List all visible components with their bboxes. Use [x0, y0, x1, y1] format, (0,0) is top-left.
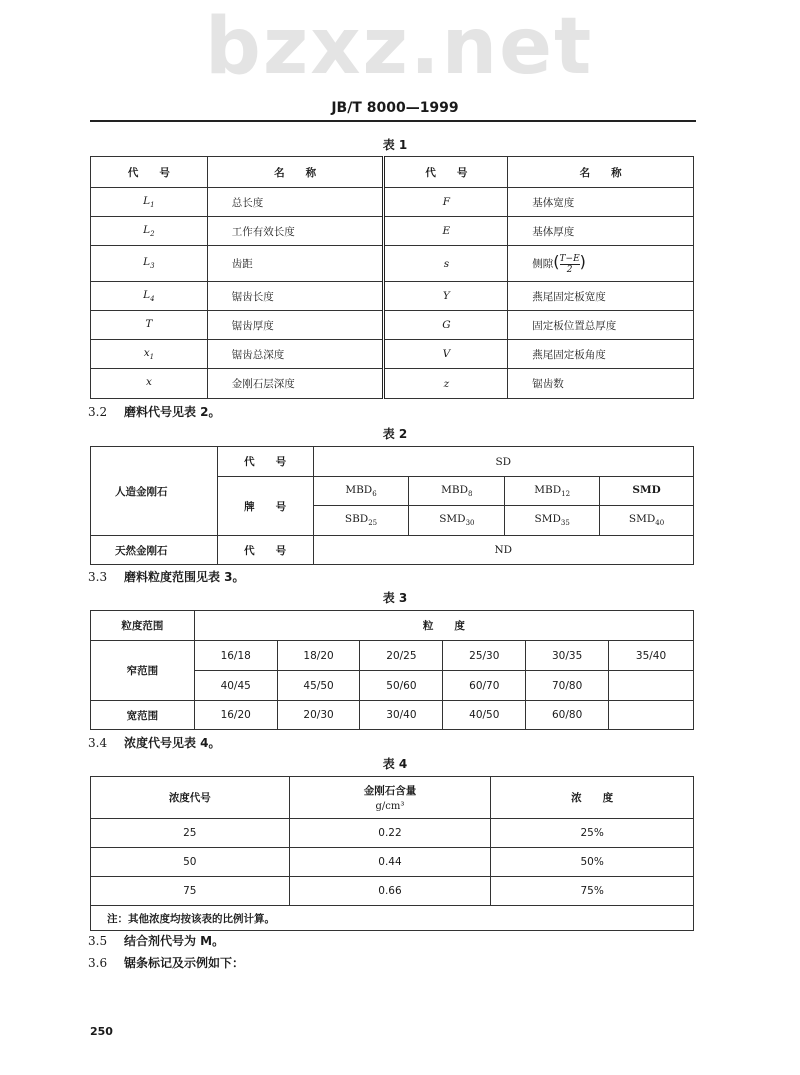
table-header-row — [91, 157, 694, 188]
code-cell: 25 — [91, 819, 290, 848]
page-number: 250 — [90, 1025, 113, 1038]
symbol-cell: z — [384, 369, 508, 399]
header-cell: 代 号 — [91, 157, 208, 188]
name-cell: 固定板位置总厚度 — [508, 311, 694, 340]
name-cell: 金刚石层深度 — [207, 369, 384, 399]
grit-cell: 70/80 — [526, 671, 609, 701]
grade-cell: $MBD_{12}$ — [505, 477, 600, 506]
table-row — [91, 369, 694, 399]
table-header-row — [91, 777, 694, 819]
name-cell: 总长度 — [207, 188, 384, 217]
table2-caption: 表 2 — [382, 427, 408, 441]
name-cell: 锯齿数 — [508, 369, 694, 399]
symbol-cell: $x_1$ — [91, 340, 208, 369]
grit-cell: 30/35 — [526, 641, 609, 671]
grit-cell: 18/20 — [277, 641, 360, 671]
code-cell: 75 — [91, 877, 290, 906]
concentration-cell: 75% — [491, 877, 694, 906]
table-row — [91, 246, 694, 282]
table-row — [91, 848, 694, 877]
header-cell: 浓度代号 — [91, 777, 290, 819]
narrow-label: 窄范围 — [91, 641, 195, 701]
symbol-cell: s — [384, 246, 508, 282]
table4 — [90, 776, 694, 931]
grit-cell: 25/30 — [443, 641, 526, 671]
synthetic-label: 人造金刚石 — [91, 447, 218, 536]
content-cell: 0.44 — [289, 848, 491, 877]
name-cell: 锯齿厚度 — [207, 311, 384, 340]
grit-cell: 60/80 — [526, 701, 609, 730]
table-row — [91, 311, 694, 340]
grit-cell: 40/45 — [194, 671, 277, 701]
table-row — [91, 536, 694, 565]
paragraph-3-5: 3.5 结合剂代号为 M。 — [88, 934, 225, 948]
grit-cell: 16/18 — [194, 641, 277, 671]
name-cell: 齿距 — [207, 246, 384, 282]
symbol-cell: $L_4$ — [91, 282, 208, 311]
grit-cell: 50/60 — [360, 671, 443, 701]
grit-cell: 30/40 — [360, 701, 443, 730]
wide-label: 宽范围 — [91, 701, 195, 730]
symbol-cell: Y — [384, 282, 508, 311]
grade-cell: $MBD_6$ — [313, 477, 409, 506]
paragraph-3-2: 3.2 磨料代号见表 2。 — [88, 405, 221, 419]
grade-cell: $SMD_{35}$ — [505, 506, 600, 536]
grade-cell: $SMD_{40}$ — [600, 506, 694, 536]
table-row — [91, 819, 694, 848]
natural-label: 天然金刚石 — [91, 536, 218, 565]
paragraph-3-3: 3.3 磨料粒度范围见表 3。 — [88, 570, 245, 584]
name-cell: 基体厚度 — [508, 217, 694, 246]
header-cell: 代 号 — [384, 157, 508, 188]
table-row — [91, 877, 694, 906]
concentration-cell: 50% — [491, 848, 694, 877]
unit-label: g/cm³ — [375, 801, 405, 812]
table2 — [90, 446, 694, 565]
symbol-cell: G — [384, 311, 508, 340]
standard-header: JB/T 8000—1999 — [331, 100, 459, 116]
grit-cell: 45/50 — [277, 671, 360, 701]
table-row — [91, 641, 694, 671]
grade-label: 牌 号 — [217, 477, 313, 536]
code-label: 代 号 — [217, 447, 313, 477]
name-cell: 基体宽度 — [508, 188, 694, 217]
table1 — [90, 156, 694, 399]
name-cell: 锯齿长度 — [207, 282, 384, 311]
grit-cell: 60/70 — [443, 671, 526, 701]
paragraph-3-4: 3.4 浓度代号见表 4。 — [88, 736, 221, 750]
name-cell: 燕尾固定板角度 — [508, 340, 694, 369]
paragraph-3-6: 3.6 锯条标记及示例如下： — [88, 956, 245, 970]
header-cell: 粒度范围 — [91, 611, 195, 641]
grade-cell: $SBD_{25}$ — [313, 506, 409, 536]
header-cell: 浓 度 — [491, 777, 694, 819]
symbol-cell: E — [384, 217, 508, 246]
table-row — [91, 701, 694, 730]
symbol-cell: V — [384, 340, 508, 369]
header-cell: 名 称 — [508, 157, 694, 188]
grade-cell: $MBD_8$ — [409, 477, 505, 506]
content-cell: 0.66 — [289, 877, 491, 906]
table4-caption: 表 4 — [382, 757, 408, 771]
table3 — [90, 610, 694, 730]
name-cell: 工作有效长度 — [207, 217, 384, 246]
table-note: 注：其他浓度均按该表的比例计算。 — [91, 906, 694, 931]
table1-caption: 表 1 — [382, 138, 408, 152]
symbol-cell: T — [91, 311, 208, 340]
symbol-cell: F — [384, 188, 508, 217]
grit-cell: 20/30 — [277, 701, 360, 730]
table-note-row — [91, 906, 694, 931]
natural-code: ND — [313, 536, 693, 565]
header-rule — [90, 120, 696, 122]
grade-cell: SMD — [600, 477, 694, 506]
grit-cell: 20/25 — [360, 641, 443, 671]
table3-caption: 表 3 — [382, 591, 408, 605]
name-cell: 锯齿总深度 — [207, 340, 384, 369]
grit-cell: 16/20 — [194, 701, 277, 730]
content-cell: 0.22 — [289, 819, 491, 848]
code-cell: 50 — [91, 848, 290, 877]
table-header-row — [91, 611, 694, 641]
table-row — [91, 217, 694, 246]
concentration-cell: 25% — [491, 819, 694, 848]
code-label: 代 号 — [217, 536, 313, 565]
symbol-cell: x — [91, 369, 208, 399]
symbol-cell: $L_1$ — [91, 188, 208, 217]
table-row — [91, 282, 694, 311]
watermark: bzxz.net — [205, 2, 594, 92]
header-cell: 粒 度 — [194, 611, 693, 641]
synthetic-code: SD — [313, 447, 693, 477]
table-row — [91, 447, 694, 477]
symbol-cell: $L_3$ — [91, 246, 208, 282]
grit-cell: 40/50 — [443, 701, 526, 730]
header-cell: 名 称 — [207, 157, 384, 188]
table-row — [91, 340, 694, 369]
table-row — [91, 188, 694, 217]
name-cell: 燕尾固定板宽度 — [508, 282, 694, 311]
formula: $\frac{T-E}{2}$ — [559, 253, 580, 275]
grit-cell — [609, 671, 694, 701]
symbol-cell: $L_2$ — [91, 217, 208, 246]
grit-cell: 35/40 — [609, 641, 694, 671]
header-cell: 金刚石含量 g/cm³ — [289, 777, 491, 819]
grit-cell — [609, 701, 694, 730]
grade-cell: $SMD_{30}$ — [409, 506, 505, 536]
name-cell: 侧隙( $\frac{T-E}{2}$ ) — [508, 246, 694, 282]
